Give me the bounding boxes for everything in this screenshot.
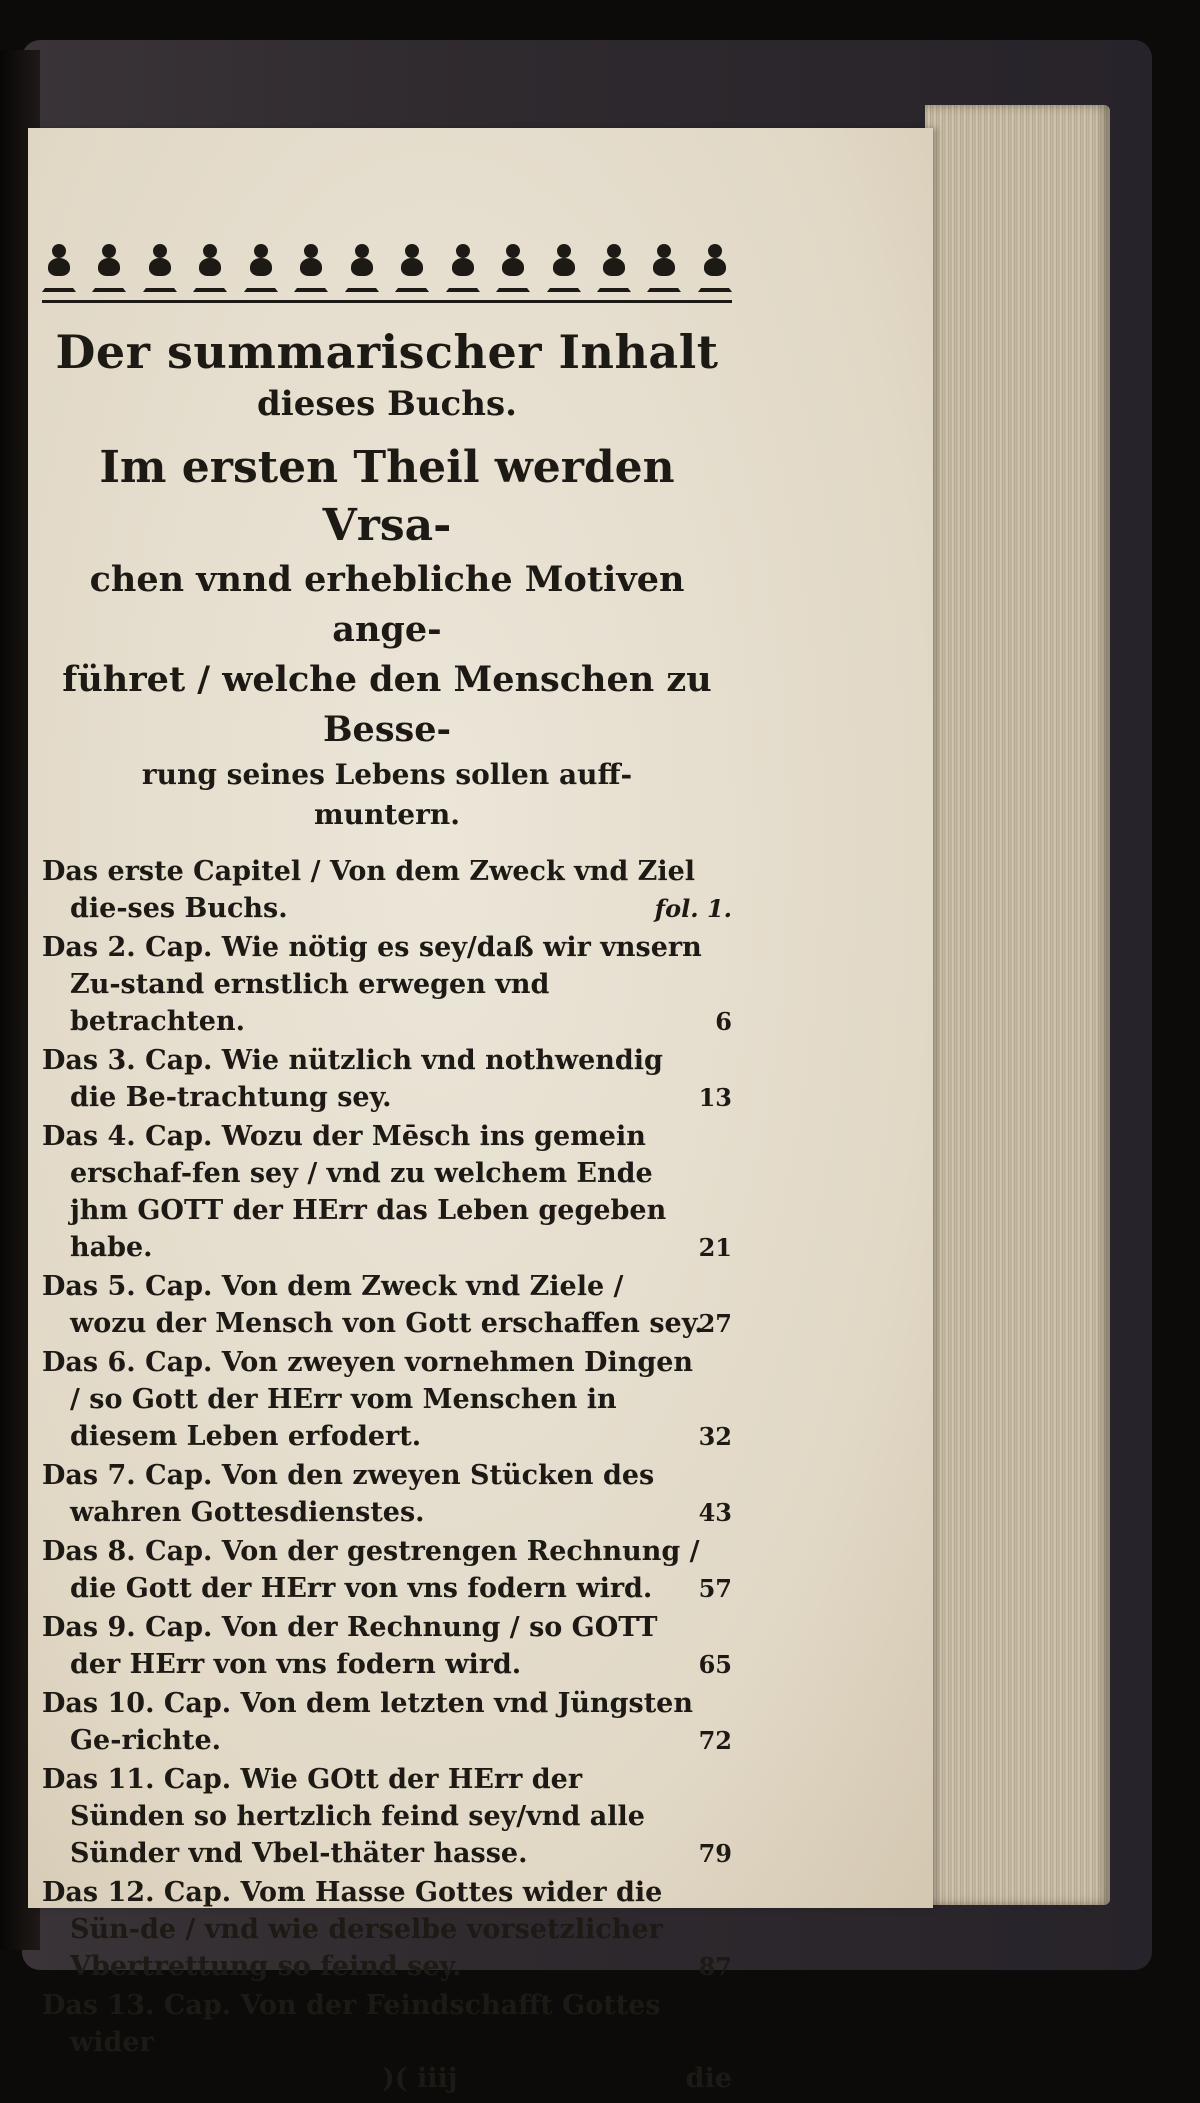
ornament-icon — [143, 244, 177, 296]
part-heading-line-5: muntern. — [314, 798, 460, 831]
ornament-icon — [92, 244, 126, 296]
toc-entry — [42, 1685, 732, 1759]
ornament-icon — [294, 244, 328, 296]
toc-entry — [42, 1874, 732, 1985]
toc-entry — [42, 1268, 732, 1342]
toc-entry-page: 87 — [698, 1952, 732, 1981]
toc-entry-text: Das 11. Cap. Wie GOtt der HErr der Sünden so hertzlich feind sey/vnd alle Sünder vnd Vbel-thäter hasse. — [42, 1764, 645, 1869]
page-edges — [925, 105, 1110, 1905]
toc-entry-page: 27 — [698, 1309, 732, 1338]
ornament-icon — [244, 244, 278, 296]
toc-entry-page: 65 — [698, 1650, 732, 1679]
toc-entry-page: 13 — [698, 1083, 732, 1112]
toc-entry — [42, 1761, 732, 1872]
page-title: Der summarischer Inhalt — [55, 325, 719, 379]
toc-entry-text: Das erste Capitel / Von dem Zweck vnd Ziel die-ses Buchs. — [42, 856, 696, 924]
toc-entry-text: Das 12. Cap. Vom Hasse Gottes wider die Sün-de / vnd wie derselbe vorsetzlicher Vbertrettung so feind sey. — [42, 1877, 663, 1982]
toc-entry-page: 79 — [698, 1839, 732, 1868]
signature-mark: )( iiij — [382, 2063, 458, 2094]
toc-entry-page: 21 — [698, 1233, 732, 1262]
ornament-row — [42, 240, 732, 296]
page-subtitle: dieses Buchs. — [257, 384, 517, 424]
toc-entry-text: Das 6. Cap. Von zweyen vornehmen Dingen / so Gott der HErr vom Menschen in diesem Leben erfodert. — [42, 1347, 694, 1452]
toc-entry-text: Das 2. Cap. Wie nötig es sey/daß wir vnsern Zu-stand ernstlich erwegen vnd betrachten. — [42, 932, 702, 1037]
table-of-contents — [42, 853, 732, 2061]
toc-entry — [42, 1118, 732, 1266]
toc-entry-text: Das 9. Cap. Von der Rechnung / so GOTT der HErr von vns fodern wird. — [42, 1612, 658, 1680]
toc-entry — [42, 1344, 732, 1455]
toc-entry-text: Das 4. Cap. Wozu der Mēsch ins gemein erschaf-fen sey / vnd zu welchem Ende jhm GOTT der HErr das Leben gegeben habe. — [42, 1121, 667, 1263]
toc-entry-page: 6 — [715, 1007, 732, 1036]
ornament-icon — [193, 244, 227, 296]
ornament-icon — [698, 244, 732, 296]
toc-entry-page: 32 — [698, 1422, 732, 1451]
toc-entry-text: Das 5. Cap. Von dem Zweck vnd Ziele / wozu der Mensch von Gott erschaffen sey. — [42, 1271, 704, 1339]
ornament-icon — [395, 244, 429, 296]
toc-entry — [42, 1457, 732, 1531]
ornament-icon — [345, 244, 379, 296]
part-heading-line-4: rung seines Lebens sollen auff- — [141, 758, 633, 791]
ornament-icon — [42, 244, 76, 296]
toc-entry — [42, 1609, 732, 1683]
toc-entry-text: Das 7. Cap. Von den zweyen Stücken des wahren Gottesdienstes. — [42, 1460, 655, 1528]
toc-entry-text: Das 13. Cap. Von der Feindschafft Gottes wider — [42, 1990, 661, 2058]
ornament-icon — [547, 244, 581, 296]
toc-entry-page: 57 — [698, 1574, 732, 1603]
ornament-icon — [496, 244, 530, 296]
ornament-icon — [446, 244, 480, 296]
toc-entry-page: 72 — [698, 1726, 732, 1755]
ornament-icon — [647, 244, 681, 296]
toc-entry-text: Das 8. Cap. Von der gestrengen Rechnung / die Gott der HErr von vns fodern wird. — [42, 1536, 700, 1604]
catchword: die — [685, 2063, 732, 2094]
toc-entry-page: 43 — [698, 1498, 732, 1527]
toc-entry — [42, 1042, 732, 1116]
toc-entry — [42, 853, 732, 927]
toc-entry — [42, 1533, 732, 1607]
ornament-icon — [597, 244, 631, 296]
part-heading-line-2: chen vnnd erhebliche Motiven ange- — [89, 559, 685, 650]
part-heading-line-1: Im ersten Theil werden Vrsa- — [99, 442, 675, 551]
toc-entry-text: Das 3. Cap. Wie nützlich vnd nothwendig die Be-trachtung sey. — [42, 1045, 663, 1113]
ornament-rule — [42, 300, 732, 303]
toc-entry — [42, 929, 732, 1040]
toc-entry-page: fol. 1. — [654, 894, 732, 923]
part-heading-line-3: führet / welche den Menschen zu Besse- — [62, 659, 712, 750]
page-content — [42, 240, 732, 2103]
page-footer — [42, 2063, 732, 2103]
toc-entry — [42, 1987, 732, 2061]
toc-entry-text: Das 10. Cap. Von dem letzten vnd Jüngsten Ge-richte. — [42, 1688, 693, 1756]
